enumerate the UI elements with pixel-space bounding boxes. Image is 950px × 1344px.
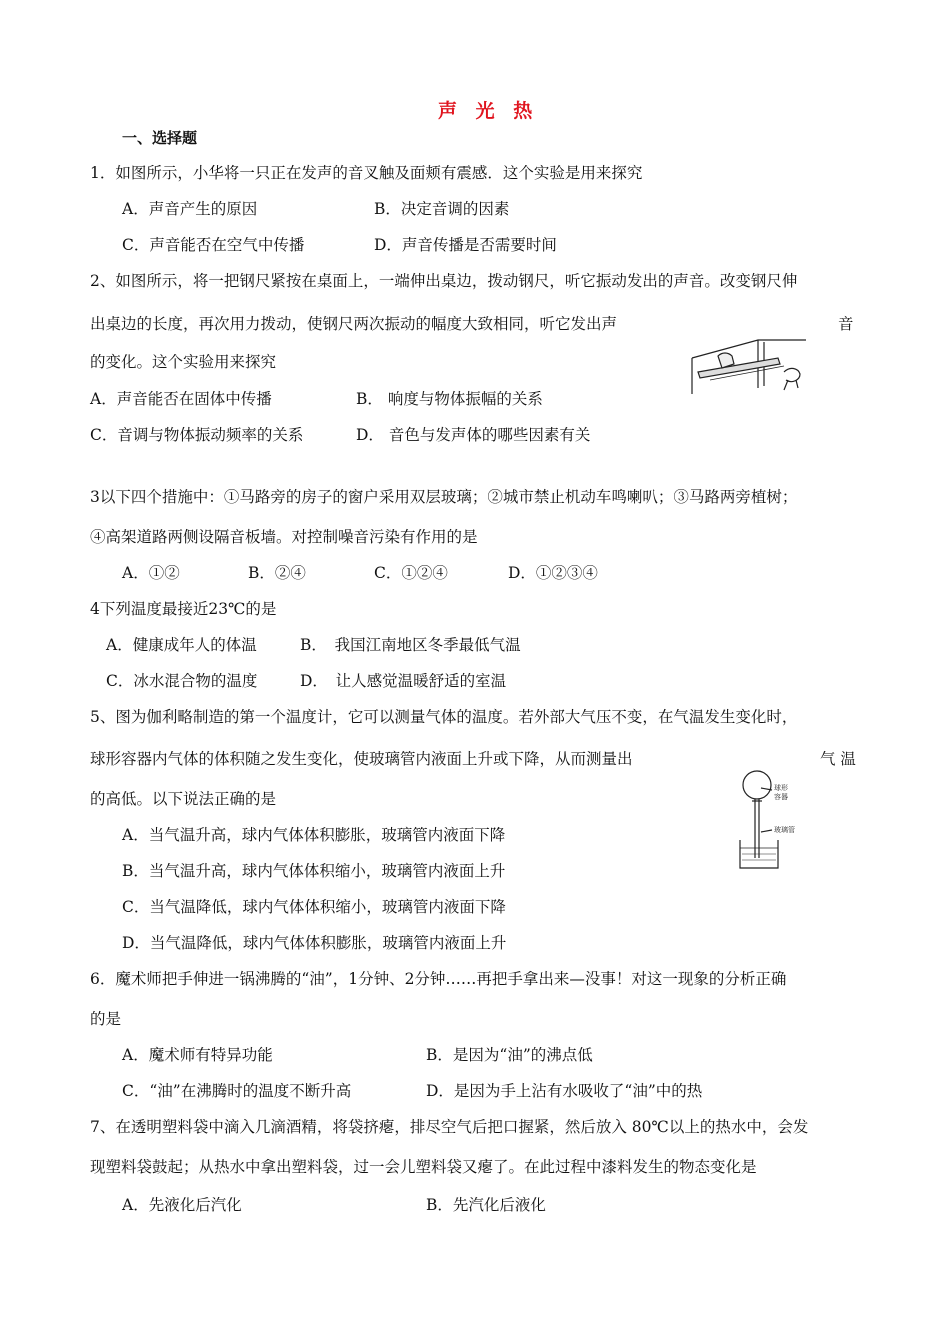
fig-label-container: 容器 <box>774 793 788 801</box>
q6-option-d: D．是因为手上沾有水吸收了“油”中的热 <box>426 1082 703 1100</box>
q1-option-d: D．声音传播是否需要时间 <box>374 236 557 254</box>
q1-option-a: A．声音产生的原因 <box>122 200 258 218</box>
q7-option-b: B．先汽化后液化 <box>426 1196 546 1214</box>
q4-option-c: C．冰水混合物的温度 <box>106 672 258 690</box>
q7-line-2: 现塑料袋鼓起；从热水中拿出塑料袋，过一会儿塑料袋又瘪了。在此过程中漆料发生的物态变化是 <box>90 1158 757 1176</box>
q7-line-1: 7、在透明塑料袋中滴入几滴酒精，将袋挤瘪，排尽空气后把口握紧，然后放入 80℃以上的热水中，会发 <box>90 1118 809 1136</box>
fig-label-sphere: 球形 <box>774 784 788 792</box>
q3-line-1: 3以下四个措施中：①马路旁的房子的窗户采用双层玻璃；②城市禁止机动车鸣喇叭；③马路两旁植树； <box>90 488 798 506</box>
q5-line-2-end: 气 温 <box>820 750 856 768</box>
q2-line-2: 出桌边的长度，再次用力拨动，使钢尺两次振动的幅度大致相同，听它发出声 <box>90 315 618 333</box>
q5-option-b: B．当气温升高，球内气体体积缩小，玻璃管内液面上升 <box>122 862 506 880</box>
q6-line-1: 6．魔术师把手伸进一锅沸腾的“油”，1分钟、2分钟……再把手拿出来—没事！对这一现象的分析正确 <box>90 970 787 988</box>
q2-option-c: C．音调与物体振动频率的关系 <box>90 426 304 444</box>
q6-option-a: A．魔术师有特异功能 <box>122 1046 273 1064</box>
q2-line-3: 的变化。这个实验用来探究 <box>90 353 277 371</box>
q5-option-a: A．当气温升高，球内气体体积膨胀，玻璃管内液面下降 <box>122 826 506 844</box>
galileo-thermometer-figure <box>732 768 816 872</box>
q4-option-b: B． 我国江南地区冬季最低气温 <box>300 636 521 654</box>
q4-option-a: A．健康成年人的体温 <box>106 636 257 654</box>
q5-line-2: 球形容器内气体的体积随之发生变化，使玻璃管内液面上升或下降，从而测量出 <box>90 750 633 768</box>
q4-stem: 4下列温度最接近23℃的是 <box>90 600 277 618</box>
q3-option-a: A．①② <box>122 564 180 582</box>
section-heading: 一、选择题 <box>122 129 198 147</box>
q2-option-b: B． 响度与物体振幅的关系 <box>356 390 543 408</box>
q7-option-a: A．先液化后汽化 <box>122 1196 242 1214</box>
fig-label-tube: 玻璃管 <box>774 826 795 834</box>
q6-option-c: C．“油”在沸腾时的温度不断升高 <box>122 1082 352 1100</box>
q2-line-1: 2、如图所示，将一把钢尺紧按在桌面上，一端伸出桌边，拨动钢尺，听它振动发出的声音。改变钢尺伸 <box>90 272 798 290</box>
q6-line-2: 的是 <box>90 1010 122 1028</box>
q6-option-b: B．是因为“油”的沸点低 <box>426 1046 593 1064</box>
q5-option-c: C．当气温降低，球内气体体积缩小，玻璃管内液面下降 <box>122 898 506 916</box>
q1-option-b: B．决定音调的因素 <box>374 200 510 218</box>
q2-line-2-end: 音 <box>838 315 854 333</box>
q5-line-1: 5、图为伽利略制造的第一个温度计，它可以测量气体的温度。若外部大气压不变，在气温发生变化时， <box>90 708 798 726</box>
ruler-experiment-figure <box>688 328 812 396</box>
q4-option-d: D． 让人感觉温暖舒适的室温 <box>300 672 507 690</box>
q1-option-c: C．声音能否在空气中传播 <box>122 236 305 254</box>
q3-line-2: ④高架道路两侧设隔音板墙。对控制噪音污染有作用的是 <box>90 528 478 546</box>
page-title: 声 光 热 <box>438 100 539 122</box>
q2-option-d: D． 音色与发声体的哪些因素有关 <box>356 426 591 444</box>
q3-option-c: C．①②④ <box>374 564 448 582</box>
q3-option-b: B．②④ <box>248 564 306 582</box>
q1-stem: 1．如图所示，小华将一只正在发声的音叉触及面颊有震感．这个实验是用来探究 <box>90 164 643 182</box>
q5-option-d: D．当气温降低，球内气体体积膨胀，玻璃管内液面上升 <box>122 934 507 952</box>
q2-option-a: A．声音能否在固体中传播 <box>90 390 272 408</box>
q3-option-d: D．①②③④ <box>508 564 598 582</box>
q5-line-3: 的高低。以下说法正确的是 <box>90 790 277 808</box>
